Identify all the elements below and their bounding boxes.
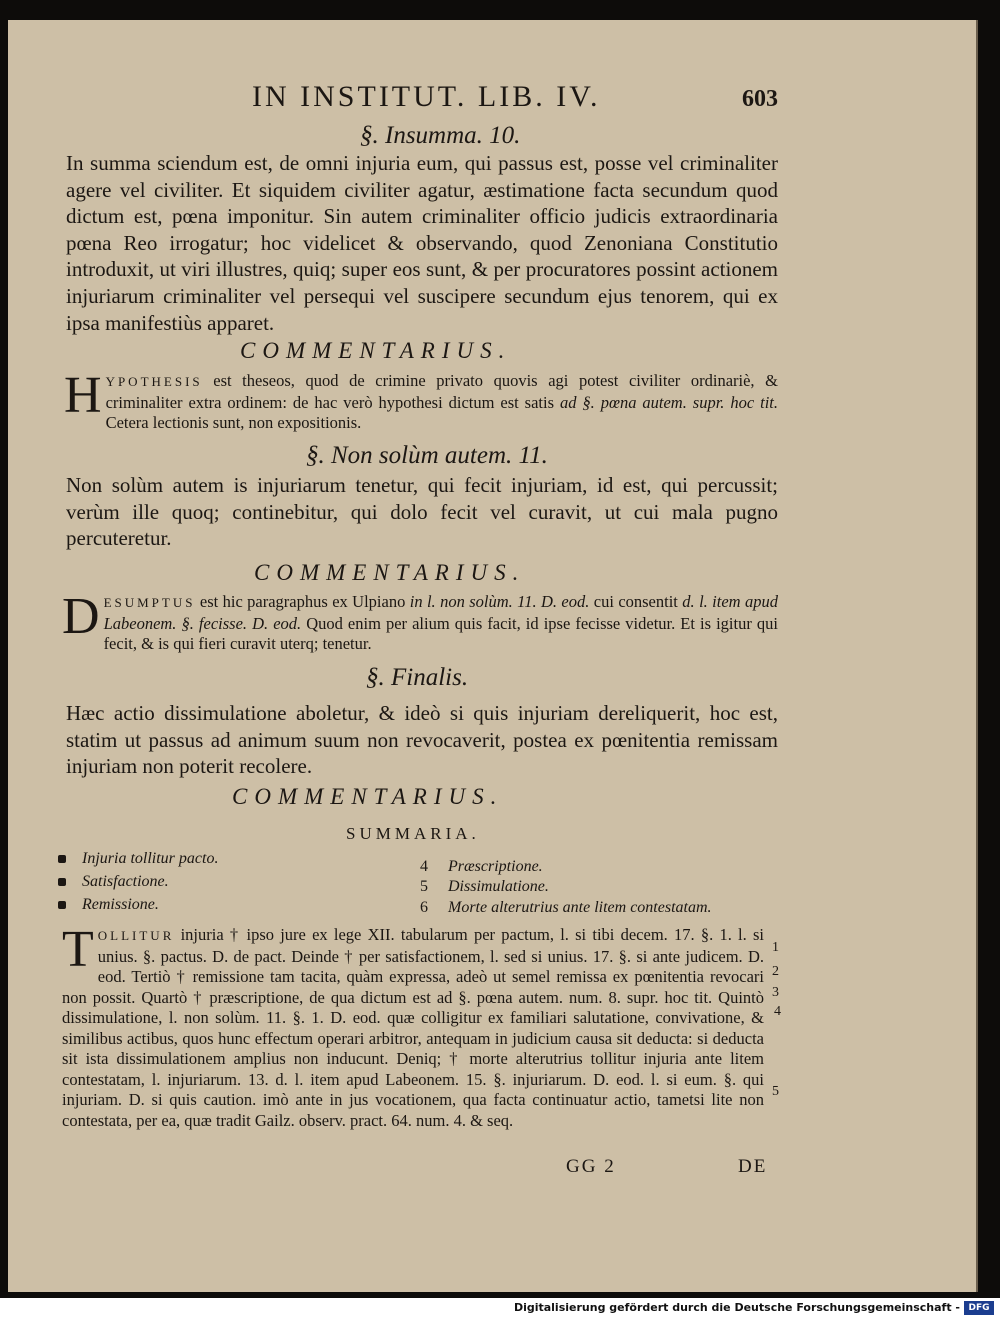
- drop-initial-d: D: [62, 588, 100, 645]
- section-heading-insumma: §. Insumma. 10.: [360, 122, 521, 149]
- margin-number: 4: [774, 1004, 781, 1019]
- summary-item-4: 4 Præscriptione.: [420, 858, 543, 875]
- bullet-marker: [58, 878, 66, 886]
- margin-number: 1: [772, 940, 779, 955]
- summary-item-6: 6 Morte alterutrius ante litem contestatam.: [420, 899, 712, 916]
- drop-initial-t: T: [62, 921, 94, 978]
- margin-number: 5: [772, 1084, 779, 1099]
- commentary-text-3: TOLLITUR injuria † ipso jure ex lege XII. tabularum per pactum, l. si tibi decem. 17. §. 1. l. si unius. §. pactus. D. de pact. Deinde † per satisfactionem, l. sed si unius. 17. §. si ante judicem. D. eod. Tertiò † remissione tam tacita, quàm expressa, adeò ut semel remissa ex pœnitentia revocari non possit. Quartò † præscriptione, de qua dictum est ad §. pœna autem. num. 8. supr. hoc tit. Quintò dissimulatione, l. non solùm. 11. §. 1. D. eod. quæ colligitur ex familiari salutatione, convivatione, & similibus actibus, quos hunc effectum operari arbitror, antequam in judicium causa sit deducta: si deducta sit ista dissimulationem amplius non inducunt. Deniq; † morte alterutrius tollitur injuria ante litem contestatam, l. injuriarum. 13. d. l. item apud Labeonem. 15. §. injuriarum. D. eod. l. si eum. §. qui injuriam. D. si quis caution. imò ante in jus vocationem, qua facta continuatur actio, tametsi lite non contestata, per ea, quæ tradit Gailz. observ. pract. 64. num. 4. & seq.: [62, 921, 764, 1130]
- credit-bar: [0, 1298, 1000, 1320]
- bullet-marker: [58, 901, 66, 909]
- running-head: IN INSTITUT. LIB. IV.: [252, 80, 601, 113]
- catchword: DE: [738, 1156, 768, 1177]
- summary-heading: SUMMARIA.: [346, 824, 480, 843]
- commentary-title-3: COMMENTARIUS.: [232, 784, 504, 809]
- funding-credit: Digitalisierung gefördert durch die Deutsche Forschungsgemeinschaft -: [513, 1301, 960, 1314]
- bullet-marker: [58, 855, 66, 863]
- summary-item-3: Remissione.: [58, 896, 159, 914]
- summary-item-2: Satisfactione.: [58, 873, 169, 891]
- section-heading-finalis: §. Finalis.: [366, 664, 469, 691]
- section-heading-nonsolum: §. Non solùm autem. 11.: [306, 442, 548, 469]
- commentary-title-2: COMMENTARIUS.: [254, 560, 526, 585]
- summary-item-1: Injuria tollitur pacto.: [58, 850, 218, 868]
- commentary-text-2: DESUMPTUS est hic paragraphus ex Ulpiano in l. non solùm. 11. D. eod. cui consentit d. l. item apud Labeonem. §. fecisse. D. eod. Quod enim per alium quis facit, id ipse fecisse videtur. Et is igitur qui fecit, & is qui fieri curavit uterq; tenetur.: [62, 588, 778, 653]
- signature-mark: GG 2: [566, 1156, 616, 1177]
- commentary-text-1: HYPOTHESIS est theseos, quod de crimine privato quovis agi potest civiliter ordinariè, & criminaliter extra ordinem: de hac verò hypothesi dictum est satis ad §. pœna autem. supr. hoc tit. Cetera lectionis sunt, non expositionis.: [64, 367, 779, 432]
- margin-number: 3: [772, 985, 779, 1000]
- section-text-finalis: Hæc actio dissimulatione aboletur, & ideò si quis injuriam dereliquerit, hoc est, statim ut passus ad animum suum non revocaverit, postea ex pœnitentia remissam injuriam non poterit recolere.: [66, 701, 778, 779]
- commentary-title-1: COMMENTARIUS.: [240, 338, 512, 363]
- margin-number: 2: [772, 964, 779, 979]
- summary-item-5: 5 Dissimulatione.: [420, 878, 549, 895]
- dfg-logo: DFG: [964, 1301, 994, 1315]
- section-text-nonsolum: Non solùm autem is injuriarum tenetur, qui fecit injuriam, id est, qui percussit; verùm ille quoq; continebitur, qui dolo fecit vel curavit, ut cui mala pugno percuteretur.: [66, 473, 778, 551]
- drop-initial-h: H: [64, 367, 102, 424]
- section-text-insumma: In summa sciendum est, de omni injuria eum, qui passus est, posse vel criminaliter agere vel civiliter. Et siquidem civiliter agatur, æstimatione facta secundum quod dictum est, pœna imponitur. Sin autem criminaliter officio judicis extraordinaria pœna Reo irrogatur; hoc videlicet & observando, quod Zenoniana Constitutio introduxit, ut viri illustres, quiq; super eos sunt, & per procuratores possint actionem injuriarum criminaliter vel persequi vel suscipere secundum ejus tenorem, qui ex ipsa manifestiùs apparet.: [66, 151, 778, 335]
- folio-number: 603: [742, 86, 778, 112]
